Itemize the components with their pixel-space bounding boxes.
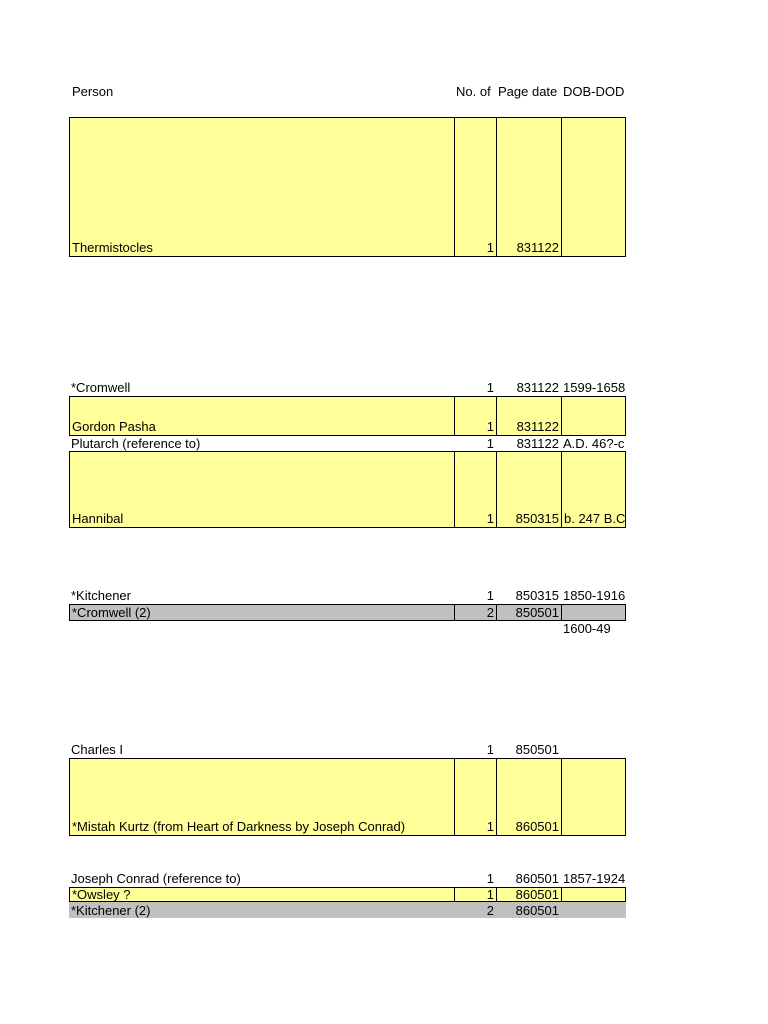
page-date-value: 860501: [515, 820, 559, 834]
count-value: 2: [486, 606, 494, 620]
dob-dod-cell: [562, 605, 625, 620]
dob-dod-cell: [562, 397, 625, 435]
dob-dod-value: 1850-1916: [563, 589, 626, 603]
page-date-value: 860501: [515, 888, 559, 902]
table-row: [69, 870, 626, 887]
page-date-value: 831122: [516, 420, 559, 434]
dob-dod-value: 1857-1924: [563, 872, 626, 886]
dob-dod-cell: [561, 436, 626, 451]
count-value: 1: [486, 512, 494, 526]
page-date-cell: [497, 605, 562, 620]
count-cell: [454, 870, 496, 887]
table-row: [69, 887, 626, 902]
dob-dod-cell: [561, 902, 626, 918]
person-name: *Kitchener (2): [71, 904, 151, 918]
page-date-value: 831122: [516, 241, 559, 255]
dob-dod-value: A.D. 46?-c: [563, 437, 625, 451]
table-row: [69, 758, 626, 836]
count-value: 1: [486, 381, 494, 395]
page-date-cell: [497, 759, 562, 835]
person-cell: [70, 118, 455, 256]
count-cell: [455, 759, 497, 835]
person-name: Hannibal: [72, 512, 124, 526]
page-date-cell: [497, 452, 562, 527]
person-name: *Mistah Kurtz (from Heart of Darkness by Joseph Conrad): [72, 820, 406, 834]
count-value: 1: [486, 888, 494, 902]
table-row: [69, 379, 626, 396]
person-name: *Owsley ?: [72, 888, 131, 902]
person-name: Gordon Pasha: [72, 420, 156, 434]
count-cell: [455, 397, 497, 435]
dob-dod-cell: [562, 118, 625, 256]
count-value: 1: [486, 589, 494, 603]
person-cell: [69, 436, 454, 451]
page-date-value: 850501: [515, 743, 559, 757]
page-date-value: 831122: [516, 437, 559, 451]
person-cell: [70, 452, 455, 527]
dob-dod-cell: [561, 587, 626, 604]
page-date-cell: [496, 587, 561, 604]
count-value: 1: [486, 437, 494, 451]
person-cell: [70, 397, 455, 435]
person-name: *Kitchener: [71, 589, 131, 603]
count-cell: [455, 452, 497, 527]
count-cell: [454, 902, 496, 918]
dob-dod-cell: [562, 888, 625, 901]
count-cell: [454, 587, 496, 604]
person-cell: [69, 741, 454, 758]
page-date-value: 850315: [515, 512, 559, 526]
table-row: [69, 451, 626, 528]
header-count: No. of: [456, 84, 491, 99]
dob-dod-cell: [562, 452, 625, 527]
count-cell: [454, 379, 496, 396]
person-name: *Cromwell: [71, 381, 131, 395]
page-date-cell: [496, 741, 561, 758]
page-date-cell: [497, 397, 562, 435]
person-name: Plutarch (reference to): [71, 437, 201, 451]
person-name: Joseph Conrad (reference to): [71, 872, 241, 886]
table-row: [69, 741, 626, 758]
table-row: [69, 902, 626, 918]
dob-dod-cell: [561, 741, 626, 758]
table-row: [69, 604, 626, 621]
person-cell: [70, 759, 455, 835]
table-row: [69, 117, 626, 257]
table-row: [69, 436, 626, 451]
count-value: 2: [486, 904, 494, 918]
header-person: Person: [72, 84, 114, 99]
count-cell: [455, 888, 497, 901]
person-cell: [69, 587, 454, 604]
header-page-date: Page date: [498, 84, 558, 99]
person-name: *Cromwell (2): [72, 606, 151, 620]
person-cell: [69, 379, 454, 396]
dob-dod-cell: [561, 379, 626, 396]
person-cell: [70, 605, 455, 620]
person-cell: [69, 902, 454, 918]
count-cell: [454, 741, 496, 758]
count-value: 1: [486, 872, 494, 886]
person-cell: [70, 888, 455, 901]
page-date-cell: [497, 118, 562, 256]
page-date-cell: [496, 379, 561, 396]
dob-dod-cell: [561, 870, 626, 887]
page-date-cell: [496, 902, 561, 918]
count-cell: [454, 436, 496, 451]
count-value: 1: [486, 420, 494, 434]
table-row: [69, 396, 626, 436]
dob-dod-value: b. 247 B.C: [564, 512, 625, 526]
count-cell: [455, 605, 497, 620]
person-name: Thermistocles: [72, 241, 153, 255]
count-value: 1: [486, 743, 494, 757]
person-name: Charles I: [71, 743, 124, 757]
person-cell: [69, 870, 454, 887]
page-date-value: 831122: [516, 381, 559, 395]
page-date-value: 860501: [515, 872, 559, 886]
page-date-value: 850315: [515, 589, 559, 603]
page-date-cell: [496, 870, 561, 887]
page-date-cell: [496, 436, 561, 451]
page-date-value: 860501: [515, 904, 559, 918]
page-date-value: 850501: [515, 606, 559, 620]
count-value: 1: [486, 820, 494, 834]
count-cell: [455, 118, 497, 256]
count-value: 1: [486, 241, 494, 255]
table-row: [69, 587, 626, 604]
dob-dod-value: 1599-1658: [563, 381, 626, 395]
header-dob-dod: DOB-DOD: [563, 84, 625, 99]
dob-dod-note: 1600-49: [563, 621, 611, 636]
dob-dod-cell: [562, 759, 625, 835]
page-date-cell: [497, 888, 562, 901]
